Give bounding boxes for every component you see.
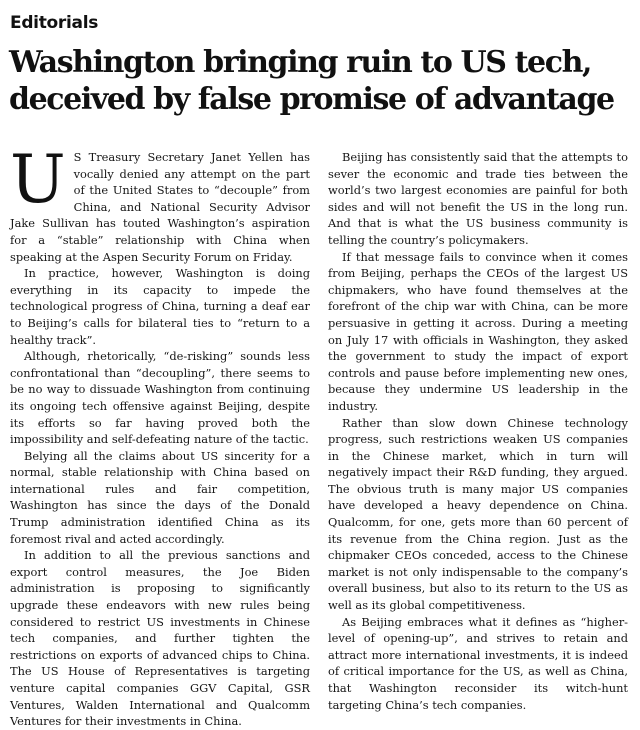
paragraph: Although, rhetorically, “de-risking” sounds less confrontational than “decoupling”, there seems to be no way to dissuade Washington from continuing its ongoing tech offensive against Beijing, despite its efforts so far having proved both the impossibility and self-defeating nature of the tactic. [10, 349, 310, 447]
paragraph: Rather than slow down Chinese technology progress, such restrictions weaken US companies in the Chinese market, which in turn will negatively impact their R&D funding, they argued. The obvious truth is many major US companies have developed a heavy dependence on China. Qualcomm, for one, gets more than 60 percent of its revenue from the China region. Just as the chipmaker CEOs conceded, access to the Chinese market is not only indispensable to the company’s overall business, but also to its return to the US as well as its global competitiveness. [328, 415, 628, 613]
paragraph: In practice, however, Washington is doing everything in its capacity to impede the technological progress of China, turning a deaf ear to Beijing’s calls for bilateral ties to “return to a healthy track”. [10, 266, 310, 347]
paragraph: As Beijing embraces what it defines as “higher-level of opening-up”, and strives to retain and attract more international investments, it is indeed of critical importance for the US, as well as China, that Washington reconsider its witch-hunt targeting China’s tech companies. [328, 614, 628, 712]
article-body [10, 141, 628, 729]
paragraph [10, 141, 310, 265]
paragraph: If that message fails to convince when it comes from Beijing, perhaps the CEOs of the largest US chipmakers, who have found themselves at the forefront of the chip war with China, can be more persuasive in getting it across. During a meeting on July 17 with officials in Washington, they asked the government to study the impact of export controls and pause before implementing new ones, because they undermine US leadership in the industry. [328, 249, 628, 413]
paragraph: Belying all the claims about US sincerity for a normal, stable relationship with China based on international rules and fair competition, Washington has since the days of the Donald Trump administration identified China as its foremost rival and acted accordingly. [10, 448, 310, 546]
headline-line-2: deceived by false promise of advantage [9, 82, 614, 117]
section-label: Editorials [10, 13, 99, 33]
headline-line-1: Washington bringing ruin to US tech, [9, 45, 592, 80]
drop-cap: U [10, 141, 66, 218]
headline [9, 44, 629, 118]
paragraph: In addition to all the previous sanctions and export control measures, the Joe Biden administration is proposing to significantly upgrade these endeavors with new rules being considered to restrict US investments in Chinese tech companies, and further tighten the restrictions on exports of advanced chips to China. The US House of Representatives is targeting venture capital companies GGV Capital, GSR Ventures, Walden International and Qualcomm Ventures for their investments in China. [10, 548, 310, 729]
column-left [10, 141, 310, 729]
paragraph-text: S Treasury Secretary Janet Yellen has vocally denied any attempt on the part of the United States to “decouple” from China, and National Security Advisor Jake Sullivan has touted Washington’s aspiration for a “stable” relationship with China when speaking at the Aspen Security Forum on Friday. [10, 150, 310, 264]
paragraph: Beijing has consistently said that the attempts to sever the economic and trade ties between the world’s two largest economies are painful for both sides and will not benefit the US in the long run. And that is what the US business community is telling the country’s policymakers. [328, 150, 628, 247]
column-right [328, 149, 628, 712]
